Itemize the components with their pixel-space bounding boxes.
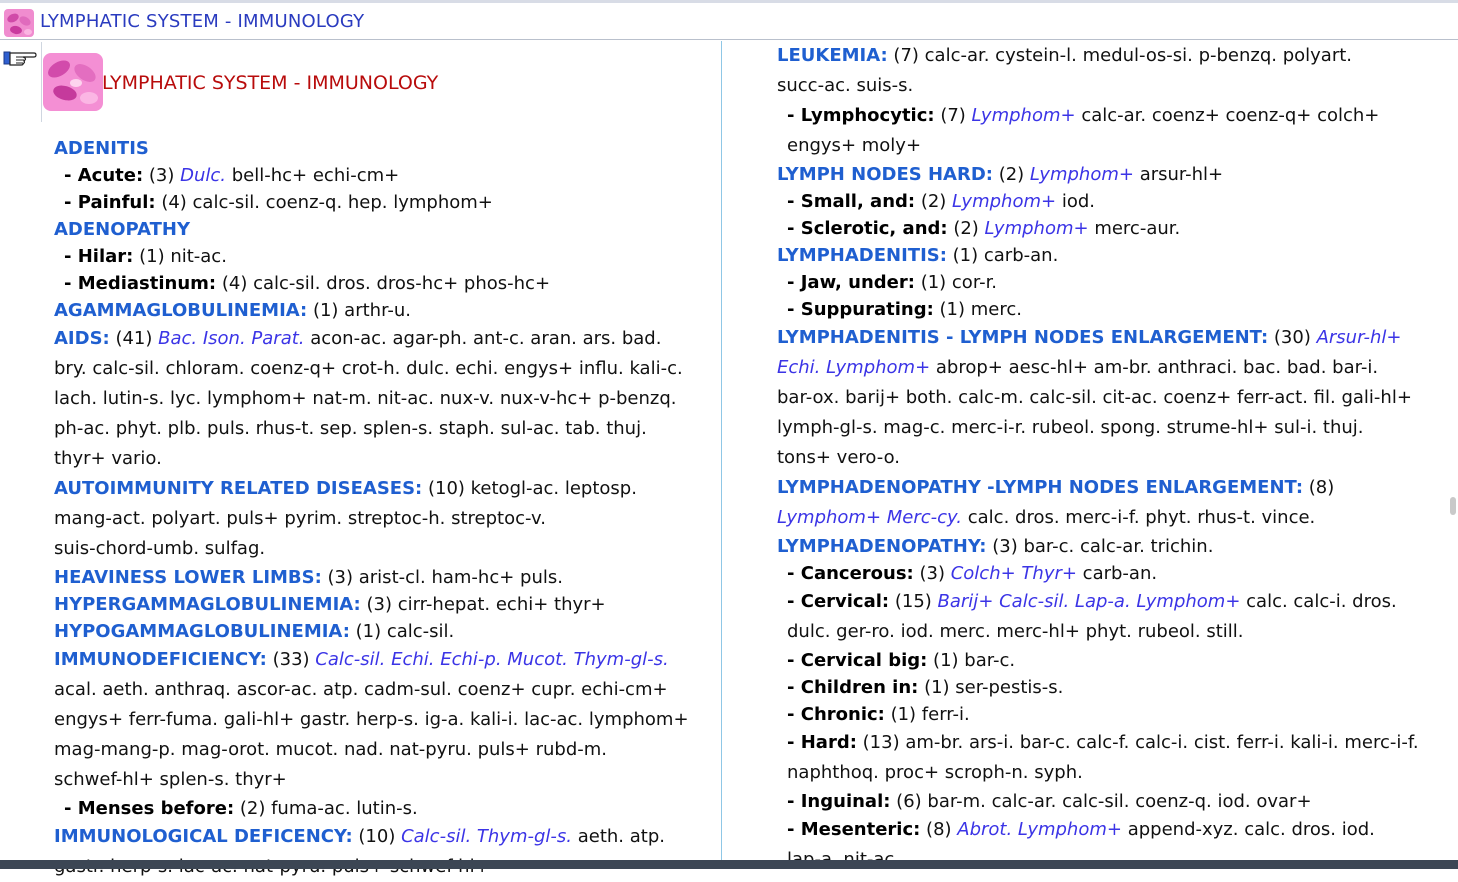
rubric-lymphadenitis-enlargement[interactable]: LYMPHADENITIS - LYMPH NODES ENLARGEMENT: — [777, 327, 1269, 348]
subrubric-chronic[interactable]: - Chronic: — [787, 704, 885, 725]
subrubric-lymphocytic[interactable]: - Lymphocytic: — [787, 105, 935, 126]
chapter-header — [54, 41, 714, 135]
count: (2) — [915, 191, 953, 212]
remedies: acon-ac. agar-ph. ant-c. aran. ars. bad. — [304, 328, 662, 349]
remedies: (1) calc-sil. — [349, 621, 455, 642]
entry-autoimmunity — [54, 474, 714, 564]
chapter-title: LYMPHATIC SYSTEM - IMMUNOLOGY — [102, 72, 439, 94]
remedies: (7) calc-ar. cystein-l. medul-os-si. p-benzq. polyart. — [887, 45, 1353, 66]
remedies: calc-ar. coenz+ coenz-q+ colch+ — [1075, 105, 1380, 126]
count: (15) — [889, 591, 938, 612]
subrubric-cervical-big[interactable]: - Cervical big: — [787, 650, 928, 671]
subrubric-children-in[interactable]: - Children in: — [787, 677, 919, 698]
remedies: engys+ moly+ — [787, 135, 922, 156]
remedies: arsur-hl+ — [1133, 164, 1224, 185]
subrubric-sclerotic-and[interactable]: - Sclerotic, and: — [787, 218, 948, 239]
remedies: iod. — [1056, 191, 1095, 212]
remedy-italic[interactable]: Echi. Lymphom+ — [777, 357, 931, 378]
subrubric-mediastinum[interactable]: - Mediastinum: — [64, 273, 217, 294]
remedies: succ-ac. suis-s. — [777, 75, 914, 96]
left-column — [54, 41, 714, 860]
entry-cervical — [777, 587, 1442, 647]
remedy-italic[interactable]: Lymphom+ Merc-cy. — [777, 507, 963, 528]
entry-leukemia — [777, 41, 1442, 161]
rubric-lymphadenopathy-enlargement[interactable]: LYMPHADENOPATHY -LYMPH NODES ENLARGEMENT: — [777, 477, 1304, 498]
rubric-agammaglobulinemia[interactable]: AGAMMAGLOBULINEMIA: — [54, 300, 308, 321]
subrubric-mesenteric[interactable]: - Mesenteric: — [787, 819, 921, 840]
entry-hard — [777, 728, 1442, 788]
remedies: (4) calc-sil. coenz-q. hep. lymphom+ — [155, 192, 493, 213]
subrubric-jaw-under[interactable]: - Jaw, under: — [787, 272, 915, 293]
remedies: (1) carb-an. — [946, 245, 1059, 266]
rubric-immunological-deficency[interactable]: IMMUNOLOGICAL DEFICENCY: — [54, 826, 353, 847]
remedies: (3) bar-c. calc-ar. trichin. — [986, 536, 1214, 557]
remedies: (3) cirr-hepat. echi+ thyr+ — [360, 594, 606, 615]
remedies: (1) nit-ac. — [133, 246, 227, 267]
remedies: lymph-gl-s. mag-c. merc-i-r. rubeol. spong. strume-hl+ sul-i. thuj. — [777, 417, 1364, 438]
remedies: lach. lutin-s. lyc. lymphom+ nat-m. nit-ac. nux-v. nux-v-hc+ p-benzq. — [54, 388, 677, 409]
remedies: bry. calc-sil. chloram. coenz-q+ crot-h. dulc. echi. engys+ influ. kali-c. — [54, 358, 683, 379]
entry-aids — [54, 324, 714, 474]
remedy-italic[interactable]: Calc-sil. Thym-gl-s. — [401, 826, 572, 847]
remedies: (6) bar-m. calc-ar. calc-sil. coenz-q. iod. ovar+ — [890, 791, 1312, 812]
subrubric-small-and[interactable]: - Small, and: — [787, 191, 916, 212]
remedies: ph-ac. phyt. plb. puls. rhus-t. sep. splen-s. staph. sul-ac. tab. thuj. — [54, 418, 647, 439]
remedy-italic[interactable]: Colch+ Thyr+ — [950, 563, 1077, 584]
count: (30) — [1268, 327, 1317, 348]
remedies: (4) calc-sil. dros. dros-hc+ phos-hc+ — [216, 273, 551, 294]
remedies: bell-hc+ echi-cm+ — [226, 165, 400, 186]
entry-immunodeficiency — [54, 645, 714, 795]
rubric-autoimmunity[interactable]: AUTOIMMUNITY RELATED DISEASES: — [54, 478, 423, 499]
margin-rule — [41, 42, 42, 122]
entry-lymphadenopathy-enlargement — [777, 473, 1442, 533]
rubric-hypogammaglobulinemia[interactable]: HYPOGAMMAGLOBULINEMIA: — [54, 621, 350, 642]
count: (8) — [1303, 477, 1335, 498]
remedies: (1) ser-pestis-s. — [918, 677, 1064, 698]
remedy-italic[interactable]: Barij+ Calc-sil. Lap-a. Lymphom+ — [937, 591, 1241, 612]
pointing-hand-icon[interactable] — [3, 47, 37, 69]
count: (2) — [947, 218, 985, 239]
right-column — [777, 41, 1442, 860]
remedy-italic[interactable]: Bac. Ison. Parat. — [158, 328, 305, 349]
remedies: (1) ferr-i. — [884, 704, 970, 725]
rubric-leukemia[interactable]: LEUKEMIA: — [777, 45, 888, 66]
remedy-italic[interactable]: Lymphom+ — [984, 218, 1089, 239]
remedies: (10) ketogl-ac. leptosp. — [422, 478, 637, 499]
subrubric-inguinal[interactable]: - Inguinal: — [787, 791, 891, 812]
count: (8) — [920, 819, 958, 840]
remedies: engys+ ferr-fuma. gali-hl+ gastr. herp-s. ig-a. kali-i. lac-ac. lymphom+ — [54, 709, 689, 730]
remedy-italic[interactable]: Lymphom+ — [1029, 164, 1134, 185]
remedies: aeth. atp. — [572, 826, 665, 847]
remedies: abrop+ aesc-hl+ am-br. anthraci. bac. bad. bar-i. — [930, 357, 1379, 378]
remedies: (1) merc. — [933, 299, 1022, 320]
remedies: bar-ox. barij+ both. calc-m. calc-sil. cit-ac. coenz+ ferr-act. fil. gali-hl+ — [777, 387, 1412, 408]
cells-icon — [4, 9, 34, 37]
count: (41) — [109, 328, 159, 349]
entry-lymphadenitis-enlargement — [777, 323, 1442, 473]
subrubric-menses-before[interactable]: - Menses before: — [64, 798, 235, 819]
remedies: naphthoq. proc+ scroph-n. syph. — [787, 762, 1083, 783]
remedies: carb-an. — [1076, 563, 1158, 584]
remedies: tons+ vero-o. — [777, 447, 900, 468]
subrubric-painful[interactable]: - Painful: — [64, 192, 156, 213]
remedies: append-xyz. calc. dros. iod. — [1121, 819, 1375, 840]
remedies: (2) fuma-ac. lutin-s. — [234, 798, 418, 819]
remedy-italic[interactable]: Dulc. — [180, 165, 227, 186]
rubric-lymphadenitis[interactable]: LYMPHADENITIS: — [777, 245, 947, 266]
count: (7) — [934, 105, 972, 126]
count: (3) — [143, 165, 181, 186]
remedy-italic[interactable]: Lymphom+ — [971, 105, 1076, 126]
remedies: calc. dros. merc-i-f. phyt. rhus-t. vince. — [962, 507, 1316, 528]
remedies: acal. aeth. anthraq. ascor-ac. atp. cadm-sul. coenz+ cupr. echi-cm+ — [54, 679, 668, 700]
remedies: suis-chord-umb. sulfag. — [54, 538, 266, 559]
rubric-aids[interactable]: AIDS: — [54, 328, 110, 349]
subrubric-hilar[interactable]: - Hilar: — [64, 246, 134, 267]
remedies: (3) arist-cl. ham-hc+ puls. — [321, 567, 563, 588]
entry-immunological-deficency — [54, 822, 714, 882]
remedy-italic[interactable]: Abrot. Lymphom+ — [957, 819, 1122, 840]
rubric-adenopathy[interactable]: ADENOPATHY — [54, 219, 190, 240]
window-title: LYMPHATIC SYSTEM - IMMUNOLOGY — [40, 11, 365, 32]
count: (33) — [266, 649, 316, 670]
remedy-italic[interactable]: Calc-sil. Echi. Echi-p. Mucot. Thym-gl-s. — [315, 649, 669, 670]
rubric-immunodeficiency[interactable]: IMMUNODEFICIENCY: — [54, 649, 267, 670]
subrubric-hard[interactable]: - Hard: — [787, 732, 857, 753]
rubric-lymphadenopathy[interactable]: LYMPHADENOPATHY: — [777, 536, 987, 557]
rubric-adenitis[interactable]: ADENITIS — [54, 138, 149, 159]
rubric-lymph-nodes-hard[interactable]: LYMPH NODES HARD: — [777, 164, 993, 185]
column-divider — [721, 41, 722, 861]
count: (2) — [992, 164, 1030, 185]
remedies: (13) am-br. ars-i. bar-c. calc-f. calc-i. cist. ferr-i. kali-i. merc-i-f. — [856, 732, 1419, 753]
count: (10) — [352, 826, 402, 847]
rubric-heaviness[interactable]: HEAVINESS LOWER LIMBS: — [54, 567, 322, 588]
remedies: mang-act. polyart. puls+ pyrim. streptoc-h. streptoc-v. — [54, 508, 546, 529]
subrubric-cervical[interactable]: - Cervical: — [787, 591, 890, 612]
scrollbar-thumb[interactable] — [1450, 497, 1456, 515]
remedies: calc. calc-i. dros. — [1240, 591, 1397, 612]
remedies: merc-aur. — [1088, 218, 1181, 239]
remedy-italic[interactable]: Arsur-hl+ — [1316, 327, 1402, 348]
remedies: dulc. ger-ro. iod. merc. merc-hl+ phyt. rubeol. still. — [787, 621, 1244, 642]
remedies: (1) bar-c. — [927, 650, 1016, 671]
remedies: (1) arthr-u. — [307, 300, 411, 321]
remedy-italic[interactable]: Lymphom+ — [952, 191, 1057, 212]
subrubric-suppurating[interactable]: - Suppurating: — [787, 299, 934, 320]
cells-icon — [43, 53, 103, 111]
remedies: thyr+ vario. — [54, 448, 162, 469]
subrubric-cancerous[interactable]: - Cancerous: — [787, 563, 914, 584]
subrubric-acute[interactable]: - Acute: — [64, 165, 144, 186]
remedies: schwef-hl+ splen-s. thyr+ — [54, 769, 287, 790]
remedies: mag-mang-p. mag-orot. mucot. nad. nat-pyru. puls+ rubd-m. — [54, 739, 608, 760]
remedies: (1) cor-r. — [914, 272, 998, 293]
rubric-hypergammaglobulinemia[interactable]: HYPERGAMMAGLOBULINEMIA: — [54, 594, 361, 615]
bottom-bar — [0, 860, 1458, 869]
title-bar — [0, 0, 1458, 40]
count: (3) — [913, 563, 951, 584]
